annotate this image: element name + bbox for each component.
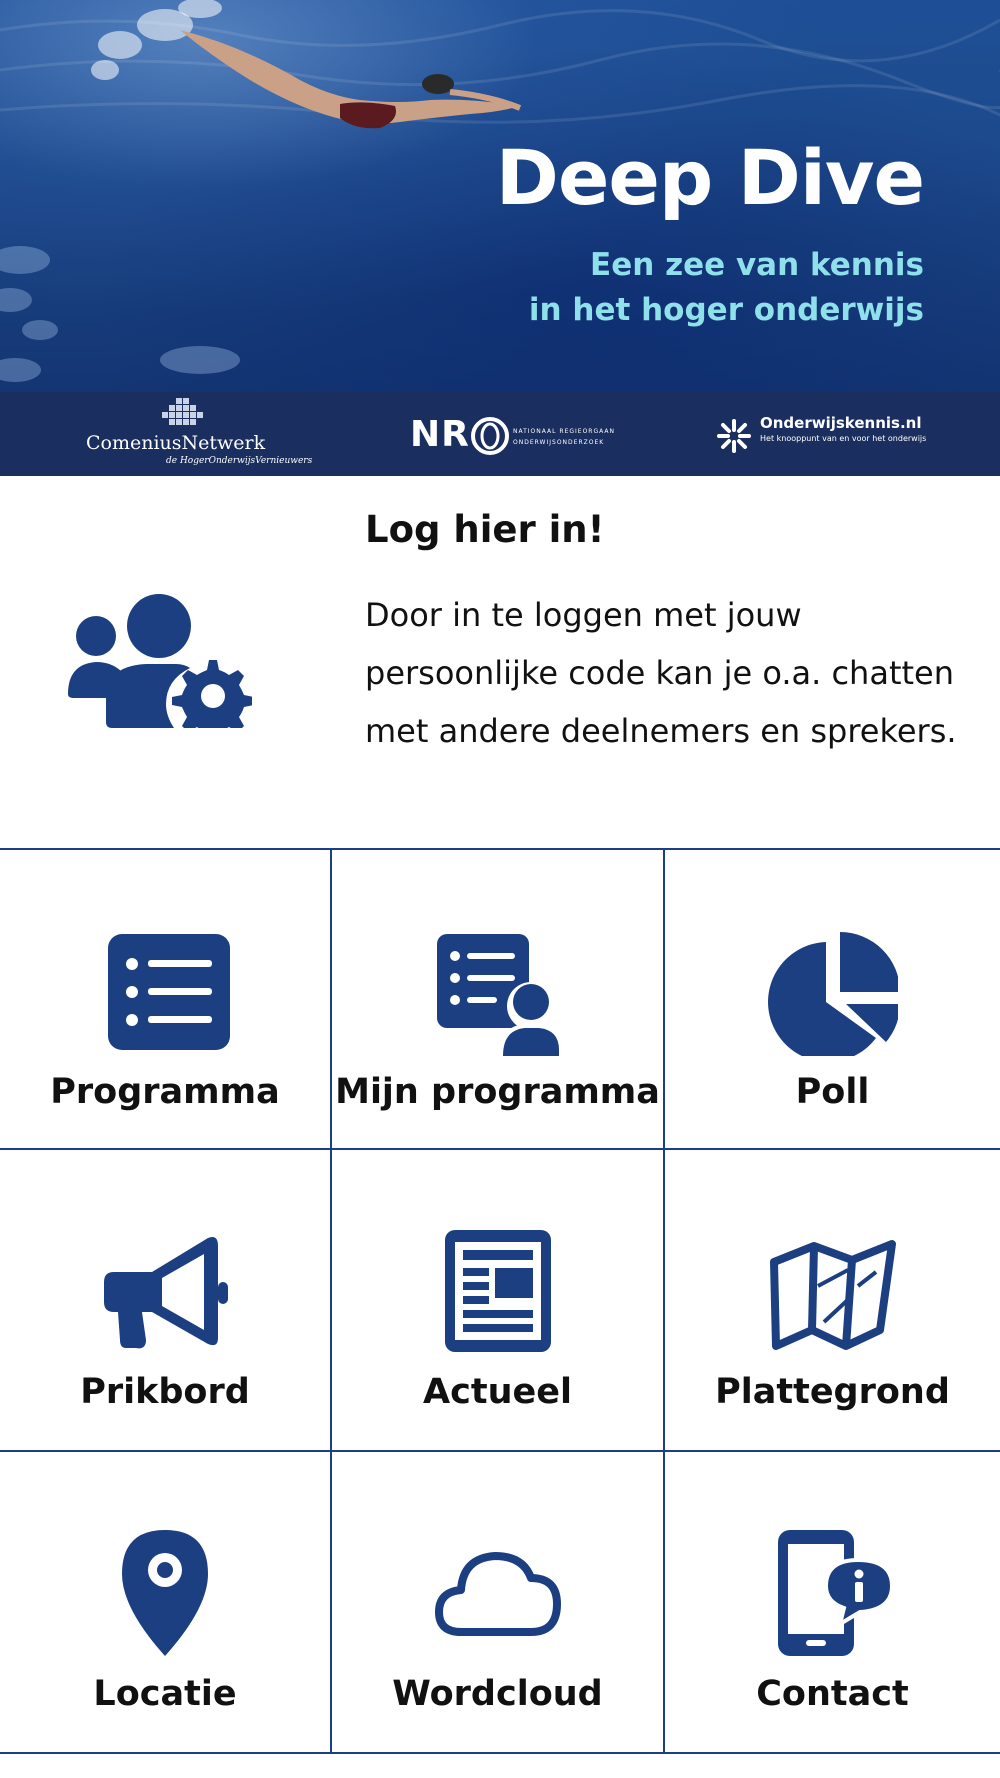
nro-tagline bbox=[513, 426, 615, 448]
nro-o-icon bbox=[470, 416, 510, 456]
tile-label: Poll bbox=[795, 1072, 870, 1112]
starburst-icon bbox=[716, 418, 752, 454]
onderwijskennis-tagline: Het knooppunt van en voor het onderwijs bbox=[760, 434, 927, 443]
cloud-icon bbox=[433, 1528, 563, 1658]
nro-logo bbox=[410, 412, 615, 460]
login-description-line: persoonlijke code kan je o.a. chatten bbox=[365, 654, 954, 692]
tile-label: Actueel bbox=[423, 1372, 572, 1412]
tile-label: Mijn programma bbox=[335, 1072, 660, 1112]
tile-label: Locatie bbox=[93, 1674, 237, 1714]
onderwijskennis-name: Onderwijskennis.nl bbox=[760, 414, 922, 432]
comenius-squares-icon bbox=[162, 398, 204, 430]
tile-locatie[interactable] bbox=[0, 1452, 332, 1754]
onderwijskennis-logo bbox=[716, 414, 956, 458]
map-icon bbox=[768, 1226, 898, 1356]
comenius-name: ComeniusNetwerk bbox=[86, 432, 266, 454]
hero-banner bbox=[0, 0, 1000, 392]
hero-subtitle-line: Een zee van kennis bbox=[590, 247, 924, 283]
comenius-logo bbox=[86, 398, 313, 470]
hero-subtitle-line: in het hoger onderwijs bbox=[528, 292, 924, 328]
tile-plattegrond[interactable] bbox=[665, 1150, 1000, 1452]
login-description-line: Door in te loggen met jouw bbox=[365, 596, 802, 634]
tile-mijn-programma[interactable] bbox=[332, 850, 665, 1150]
list-icon bbox=[100, 926, 230, 1056]
login-description-line: met andere deelnemers en sprekers. bbox=[365, 712, 957, 750]
tile-actueel[interactable] bbox=[332, 1150, 665, 1452]
nro-name: NR bbox=[410, 414, 470, 455]
nro-tagline-line: NATIONAAL REGIEORGAAN bbox=[513, 428, 615, 435]
hero-title: Deep Dive bbox=[495, 133, 924, 222]
list-user-icon bbox=[433, 926, 563, 1056]
tile-label: Wordcloud bbox=[392, 1674, 603, 1714]
menu-grid bbox=[0, 848, 1000, 1758]
mobile-info-icon bbox=[768, 1528, 898, 1658]
login-description bbox=[365, 586, 965, 760]
nro-tagline-line: ONDERWIJSONDERZOEK bbox=[513, 439, 605, 446]
tile-label: Programma bbox=[50, 1072, 280, 1112]
tile-programma[interactable] bbox=[0, 850, 332, 1150]
tile-label: Plattegrond bbox=[715, 1372, 950, 1412]
users-cog-icon bbox=[66, 594, 252, 728]
hero-subtitle bbox=[529, 243, 924, 333]
pie-chart-icon bbox=[768, 926, 898, 1056]
map-marker-icon bbox=[100, 1528, 230, 1658]
tile-wordcloud[interactable] bbox=[332, 1452, 665, 1754]
tile-poll[interactable] bbox=[665, 850, 1000, 1150]
tile-contact[interactable] bbox=[665, 1452, 1000, 1754]
newspaper-icon bbox=[433, 1226, 563, 1356]
megaphone-icon bbox=[100, 1226, 230, 1356]
tile-label: Prikbord bbox=[80, 1372, 250, 1412]
tile-prikbord[interactable] bbox=[0, 1150, 332, 1452]
login-heading[interactable]: Log hier in! bbox=[365, 508, 605, 551]
partner-logo-band bbox=[0, 392, 1000, 476]
comenius-tagline: de HogerOnderwijsVernieuwers bbox=[166, 456, 313, 466]
login-panel[interactable] bbox=[0, 476, 1000, 848]
tile-label: Contact bbox=[756, 1674, 909, 1714]
